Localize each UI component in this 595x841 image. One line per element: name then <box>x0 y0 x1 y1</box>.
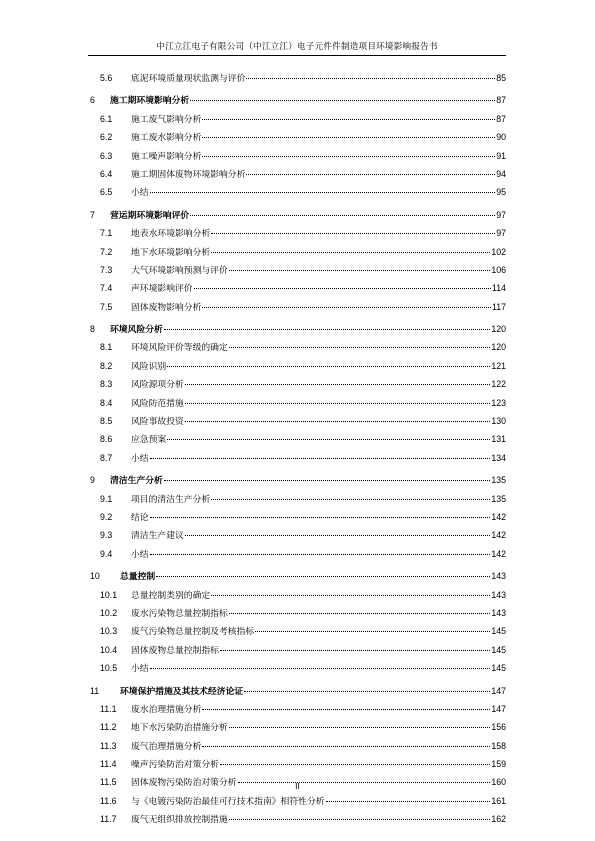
toc-entry-page: 91 <box>496 150 506 161</box>
toc-entry-title: 声环境影响评价 <box>131 284 193 295</box>
toc-entry-number: 11 <box>90 685 100 696</box>
toc-entry-title: 风险源项分析 <box>131 380 184 391</box>
toc-section-entry[interactable] <box>90 625 506 643</box>
toc-entry-page: 87 <box>496 95 506 106</box>
toc-section-entry[interactable] <box>90 740 506 758</box>
toc-entry-number: 10.1 <box>100 589 118 600</box>
toc-dot-leader <box>185 535 491 536</box>
toc-section-entry[interactable] <box>90 589 506 607</box>
toc-entry-title: 施工废水影响分析 <box>131 133 202 144</box>
toc-section-entry[interactable] <box>90 703 506 721</box>
toc-entry-page: 97 <box>496 228 506 239</box>
toc-section-entry[interactable] <box>90 721 506 739</box>
toc-entry-page: 131 <box>491 434 506 445</box>
toc-entry-number: 8.4 <box>100 397 113 408</box>
toc-entry-title: 废气污染物总量控制及考核指标 <box>131 627 255 638</box>
toc-entry-page: 123 <box>491 397 506 408</box>
toc-entry-page: 121 <box>491 360 506 371</box>
toc-entry-page: 135 <box>491 475 506 486</box>
toc-entry-number: 9.2 <box>100 511 113 522</box>
toc-entry-number: 9.1 <box>100 493 113 504</box>
toc-entry-title: 固体废物污染防治对策分析 <box>131 778 237 789</box>
toc-entry-number: 11.3 <box>100 740 117 751</box>
toc-entry-page: 160 <box>491 777 506 788</box>
toc-entry-page: 147 <box>491 685 506 696</box>
toc-entry-title: 环境风险分析 <box>110 325 163 336</box>
toc-entry-title: 固体废物影响分析 <box>131 302 202 313</box>
toc-entry-number: 6 <box>90 95 95 106</box>
toc-entry-number: 11.1 <box>100 703 117 714</box>
toc-dot-leader <box>211 499 490 500</box>
toc-entry-page: 142 <box>491 548 506 559</box>
toc-entry-number: 9 <box>90 475 95 486</box>
toc-entry-number: 7.3 <box>100 264 113 275</box>
toc-dot-leader <box>202 746 490 747</box>
toc-entry-title: 小结 <box>131 453 149 464</box>
toc-entry-page: 145 <box>491 663 506 674</box>
toc-entry-title: 环境风险评价等级的确定 <box>131 343 228 354</box>
toc-dot-leader <box>185 403 491 404</box>
toc-dot-leader <box>229 270 491 271</box>
toc-entry-number: 8 <box>90 324 95 335</box>
toc-section-entry[interactable] <box>90 168 506 186</box>
toc-entry-number: 8.2 <box>100 360 113 371</box>
toc-entry-number: 10.4 <box>100 644 118 655</box>
toc-entry-page: 135 <box>491 493 506 504</box>
toc-dot-leader <box>211 233 495 234</box>
toc-dot-leader <box>185 384 491 385</box>
toc-entry-title: 与《电镀污染防治最佳可行技术指南》相符性分析 <box>131 796 325 807</box>
toc-entry-page: 130 <box>491 416 506 427</box>
toc-entry-title: 清洁生产分析 <box>110 476 163 487</box>
toc-entry-page: 143 <box>491 589 506 600</box>
toc-section-entry[interactable] <box>90 264 506 282</box>
toc-dot-leader <box>202 709 490 710</box>
toc-entry-number: 9.4 <box>100 548 113 559</box>
toc-entry-title: 噪声污染防治对策分析 <box>131 760 219 771</box>
toc-section-entry[interactable] <box>90 529 506 547</box>
toc-dot-leader <box>220 650 490 651</box>
toc-entry-page: 102 <box>491 246 506 257</box>
toc-entry-page: 145 <box>491 626 506 637</box>
toc-entry-title: 应急预案 <box>131 435 167 446</box>
toc-entry-title: 地表水环境影响分析 <box>131 229 211 240</box>
toc-dot-leader <box>156 576 490 577</box>
toc-entry-number: 5.6 <box>100 73 113 83</box>
toc-entry-title: 废气无组织排放控制措施 <box>131 815 228 826</box>
toc-entry-page: 143 <box>491 571 506 582</box>
toc-entry-number: 7.5 <box>100 301 113 312</box>
toc-section-entry[interactable] <box>90 360 506 378</box>
toc-dot-leader <box>246 78 495 79</box>
toc-dot-leader <box>164 480 491 481</box>
toc-entry-number: 10 <box>90 571 100 582</box>
toc-entry-title: 固体废物总量控制指标 <box>131 645 219 656</box>
toc-entry-number: 8.6 <box>100 434 113 445</box>
toc-section-entry[interactable] <box>90 415 506 433</box>
toc-chapter-entry[interactable] <box>90 685 506 703</box>
toc-section-entry[interactable] <box>90 72 506 90</box>
toc-entry-title: 废气治理措施分析 <box>131 741 202 752</box>
toc-section-entry[interactable] <box>90 113 506 131</box>
toc-entry-number: 6.4 <box>100 168 113 179</box>
toc-entry-title: 风险防范措施 <box>131 398 184 409</box>
toc-dot-leader <box>229 613 491 614</box>
running-header: 中江立江电子有限公司（中江立江）电子元件件制造项目环境影响报告书 <box>156 42 438 52</box>
page-number: II <box>295 781 300 791</box>
toc-section-entry[interactable] <box>90 795 506 813</box>
toc-entry-title: 风险识别 <box>131 361 167 372</box>
toc-entry-number: 11.7 <box>100 814 117 825</box>
toc-chapter-entry[interactable] <box>90 323 506 341</box>
toc-entry-title: 环境保护措施及其技术经济论证 <box>120 686 244 697</box>
toc-chapter-entry[interactable] <box>90 209 506 227</box>
toc-section-entry[interactable] <box>90 282 506 300</box>
toc-entry-number: 6.2 <box>100 132 113 143</box>
table-of-contents <box>90 72 506 832</box>
toc-entry-title: 总量控制 <box>120 572 156 583</box>
toc-entry-title: 施工噪声影响分析 <box>131 151 202 162</box>
toc-entry-title: 项目的清洁生产分析 <box>131 494 211 505</box>
toc-entry-number: 11.4 <box>100 759 117 770</box>
toc-entry-title: 小结 <box>131 188 149 199</box>
toc-dot-leader <box>194 288 491 289</box>
toc-entry-title: 营运期环境影响评价 <box>110 210 190 221</box>
toc-section-entry[interactable] <box>90 246 506 264</box>
toc-section-entry[interactable] <box>90 397 506 415</box>
toc-entry-page: 85 <box>496 73 506 83</box>
toc-entry-number: 11.2 <box>100 722 117 733</box>
header-rule <box>88 55 506 56</box>
toc-entry-number: 6.5 <box>100 187 113 198</box>
toc-entry-page: 106 <box>491 264 506 275</box>
toc-section-entry[interactable] <box>90 511 506 529</box>
toc-entry-title: 小结 <box>131 664 149 675</box>
toc-dot-leader <box>229 727 491 728</box>
toc-entry-number: 6.3 <box>100 150 113 161</box>
toc-dot-leader <box>244 691 490 692</box>
toc-chapter-entry[interactable] <box>90 570 506 588</box>
toc-dot-leader <box>167 366 490 367</box>
toc-section-entry[interactable] <box>90 227 506 245</box>
toc-entry-page: 117 <box>491 301 506 312</box>
toc-entry-page: 122 <box>491 379 506 390</box>
toc-section-entry[interactable] <box>90 548 506 566</box>
toc-entry-page: 158 <box>491 740 506 751</box>
toc-entry-number: 8.1 <box>100 342 113 353</box>
toc-entry-page: 94 <box>496 168 506 179</box>
toc-chapter-entry[interactable] <box>90 474 506 492</box>
toc-entry-number: 11.5 <box>100 777 117 788</box>
toc-entry-number: 7.2 <box>100 246 113 257</box>
toc-entry-title: 底泥环境质量现状监测与评价 <box>131 74 246 84</box>
toc-entry-page: 120 <box>491 342 506 353</box>
toc-entry-number: 10.5 <box>100 663 118 674</box>
toc-dot-leader <box>190 100 495 101</box>
toc-section-entry[interactable] <box>90 662 506 680</box>
toc-entry-page: 156 <box>491 722 506 733</box>
toc-dot-leader <box>167 439 490 440</box>
toc-entry-page: 162 <box>491 814 506 825</box>
toc-section-entry[interactable] <box>90 758 506 776</box>
toc-entry-title: 施工废气影响分析 <box>131 114 202 125</box>
toc-dot-leader <box>220 764 490 765</box>
toc-entry-page: 87 <box>496 113 506 124</box>
toc-entry-number: 11.6 <box>100 795 117 806</box>
toc-entry-number: 7 <box>90 209 95 220</box>
toc-section-entry[interactable] <box>90 341 506 359</box>
toc-entry-page: 142 <box>491 511 506 522</box>
toc-dot-leader <box>211 252 490 253</box>
toc-section-entry[interactable] <box>90 186 506 204</box>
toc-entry-title: 清洁生产建议 <box>131 531 184 542</box>
toc-section-entry[interactable] <box>90 131 506 149</box>
toc-entry-number: 8.3 <box>100 379 113 390</box>
toc-section-entry[interactable] <box>90 378 506 396</box>
toc-entry-page: 161 <box>491 795 506 806</box>
toc-dot-leader <box>150 517 491 518</box>
toc-entry-title: 施工期固体废物环境影响分析 <box>131 169 246 180</box>
toc-entry-number: 10.2 <box>100 607 118 618</box>
toc-entry-page: 114 <box>491 283 506 294</box>
toc-dot-leader <box>202 137 495 138</box>
toc-dot-leader <box>185 421 491 422</box>
toc-dot-leader <box>326 801 491 802</box>
toc-entry-title: 施工期环境影响分析 <box>110 96 190 107</box>
toc-section-entry[interactable] <box>90 301 506 319</box>
toc-entry-number: 7.4 <box>100 283 113 294</box>
toc-dot-leader <box>255 631 490 632</box>
toc-dot-leader <box>246 174 495 175</box>
toc-entry-number: 9.3 <box>100 530 113 541</box>
toc-entry-page: 120 <box>491 324 506 335</box>
toc-dot-leader <box>202 156 495 157</box>
toc-entry-title: 小结 <box>131 549 149 560</box>
toc-dot-leader <box>150 458 491 459</box>
toc-dot-leader <box>150 668 491 669</box>
toc-section-entry[interactable] <box>90 813 506 831</box>
toc-entry-title: 总量控制类别的确定 <box>131 590 211 601</box>
toc-dot-leader <box>164 329 491 330</box>
toc-entry-title: 结论 <box>131 512 149 523</box>
toc-dot-leader <box>150 554 491 555</box>
toc-dot-leader <box>229 347 491 348</box>
toc-section-entry[interactable] <box>90 433 506 451</box>
toc-dot-leader <box>211 595 490 596</box>
toc-entry-title: 大气环境影响预测与评价 <box>131 265 228 276</box>
toc-entry-page: 142 <box>491 530 506 541</box>
toc-section-entry[interactable] <box>90 493 506 511</box>
toc-entry-page: 147 <box>491 703 506 714</box>
toc-dot-leader <box>190 215 495 216</box>
toc-dot-leader <box>229 819 491 820</box>
toc-entry-title: 废水治理措施分析 <box>131 704 202 715</box>
toc-dot-leader <box>202 119 495 120</box>
toc-section-entry[interactable] <box>90 644 506 662</box>
toc-entry-page: 159 <box>491 759 506 770</box>
toc-section-entry[interactable] <box>90 150 506 168</box>
toc-entry-title: 风险事故投资 <box>131 417 184 428</box>
toc-dot-leader <box>202 307 491 308</box>
toc-section-entry[interactable] <box>90 607 506 625</box>
toc-entry-page: 95 <box>496 187 506 198</box>
toc-entry-title: 地下水环境影响分析 <box>131 247 211 258</box>
toc-entry-page: 145 <box>491 644 506 655</box>
toc-chapter-entry[interactable] <box>90 94 506 112</box>
toc-entry-page: 134 <box>491 452 506 463</box>
toc-entry-number: 8.7 <box>100 452 113 463</box>
toc-section-entry[interactable] <box>90 452 506 470</box>
toc-entry-number: 10.3 <box>100 626 118 637</box>
toc-entry-number: 7.1 <box>100 228 113 239</box>
toc-entry-number: 6.1 <box>100 113 113 124</box>
toc-dot-leader <box>150 192 496 193</box>
toc-entry-page: 97 <box>496 209 506 220</box>
toc-entry-page: 143 <box>491 607 506 618</box>
toc-entry-number: 8.5 <box>100 416 113 427</box>
toc-entry-title: 废水污染物总量控制指标 <box>131 608 228 619</box>
toc-entry-page: 90 <box>496 132 506 143</box>
toc-entry-title: 地下水污染防治措施分析 <box>131 723 228 734</box>
